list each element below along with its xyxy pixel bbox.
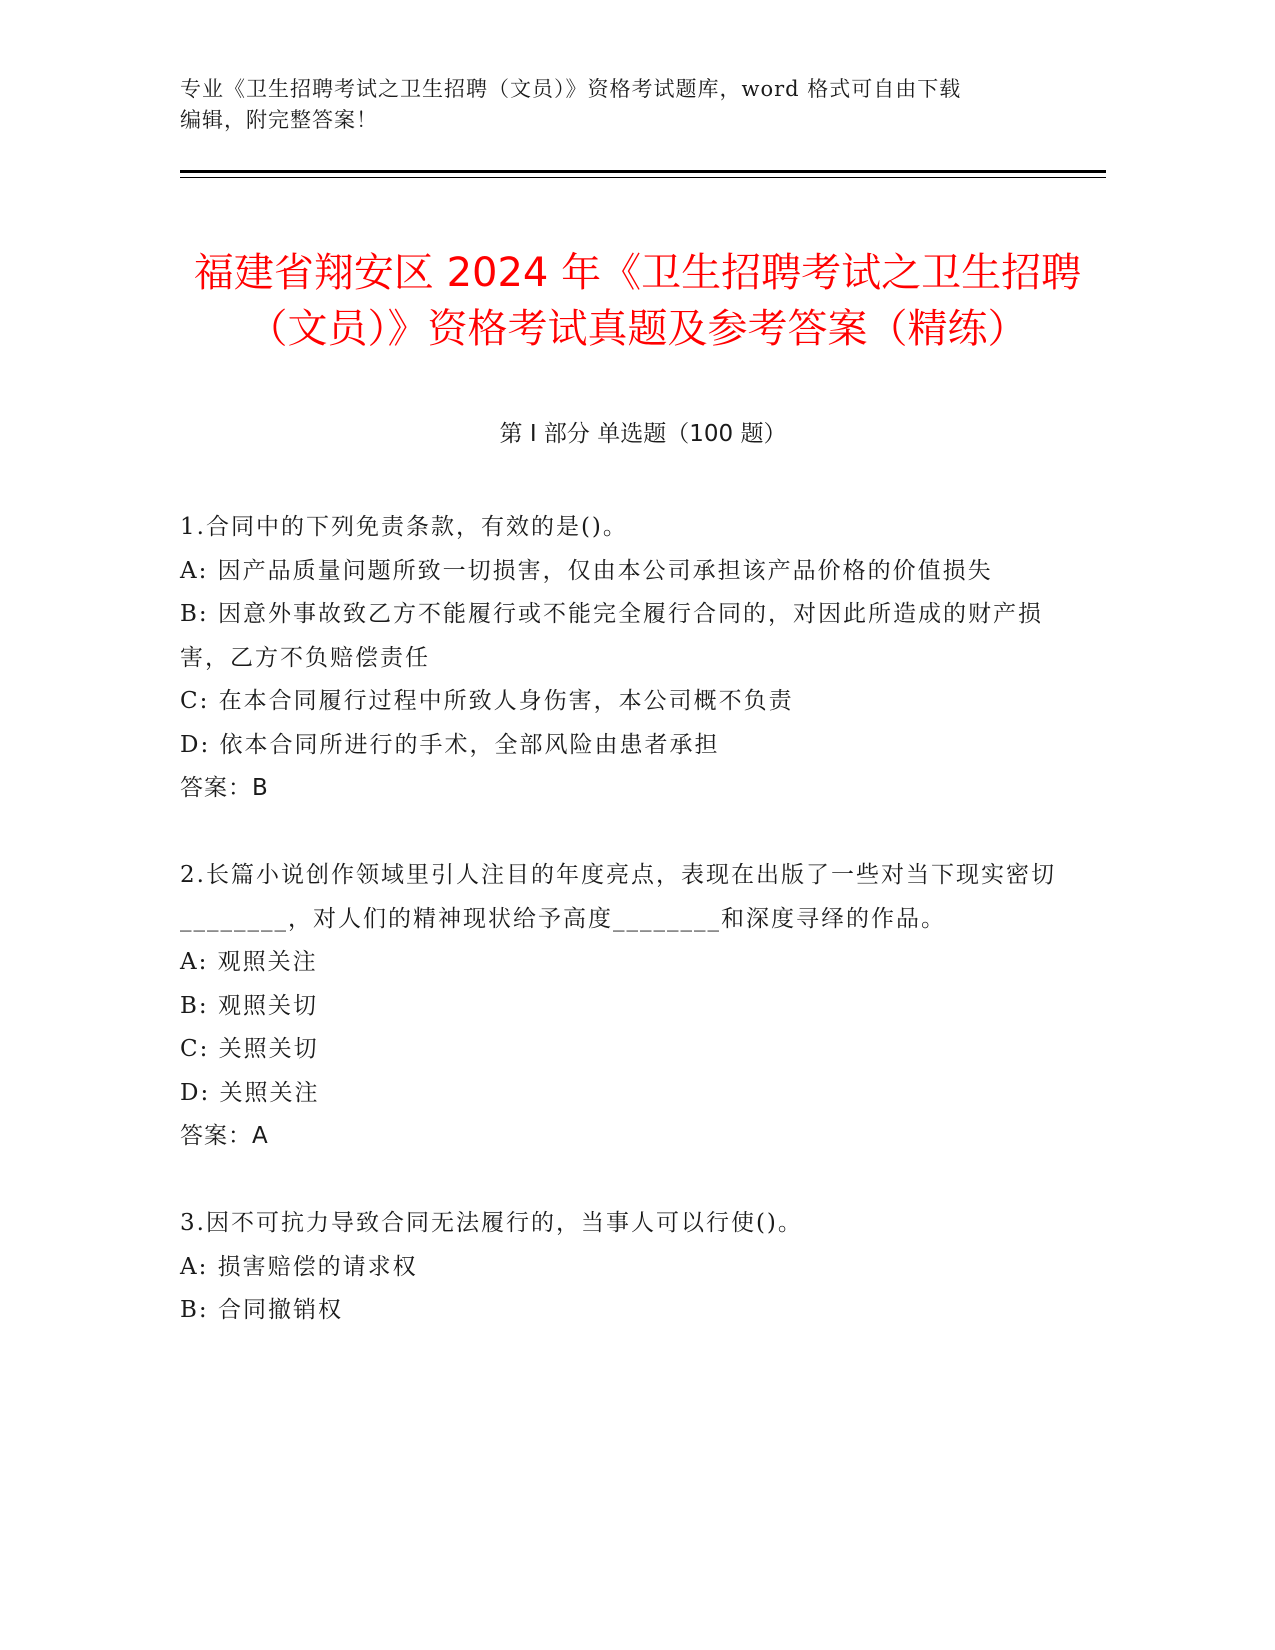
option-d: D: 依本合同所进行的手术，全部风险由患者承担 [180,731,720,758]
option-a: A: 观照关注 [180,949,318,975]
header-note-line-1: 专业《卫生招聘考试之卫生招聘（文员）》资格考试题库，word 格式可自由下载 [180,77,962,101]
question-stem: 1.合同中的下列免责条款，有效的是()。 [180,514,628,540]
question-stem: 2.长篇小说创作领域里引人注目的年度亮点，表现在出版了一些对当下现实密切________，对人们的精神现状给予高度________和深度寻绎的作品。 [180,862,1056,932]
option-b: B: 观照关切 [180,992,318,1019]
document-title: 福建省翔安区 2024 年《卫生招聘考试之卫生招聘（文员）》资格考试真题及参考答案（精练） [193,249,1082,352]
option-a: A: 损害赔偿的请求权 [180,1253,418,1280]
option-b: B: 合同撤销权 [180,1297,343,1323]
header-note [180,74,1080,136]
option-c: C: 关照关切 [180,1036,319,1062]
question-list [180,506,1060,1376]
question-stem: 3.因不可抗力导致合同无法履行的，当事人可以行使()。 [180,1210,803,1236]
option-d: D: 关照关注 [180,1079,320,1106]
option-a: A: 因产品质量问题所致一切损害，仅由本公司承担该产品价格的价值损失 [180,557,993,584]
answer: 答案：A [180,1123,269,1149]
header-divider-thick [180,170,1106,173]
header-note-line-2: 编辑，附完整答案！ [180,108,378,132]
option-c: C: 在本合同履行过程中所致人身伤害，本公司概不负责 [180,688,794,714]
answer: 答案：B [180,775,269,801]
question-3 [180,1202,1060,1333]
section-heading: 第 I 部分 单选题（100 题） [499,421,787,447]
question-2 [180,854,1060,1159]
header-divider-thin [180,177,1106,178]
question-1 [180,506,1060,811]
option-b: B: 因意外事故致乙方不能履行或不能完全履行合同的，对因此所造成的财产损害，乙方不负赔偿责任 [180,601,1043,671]
